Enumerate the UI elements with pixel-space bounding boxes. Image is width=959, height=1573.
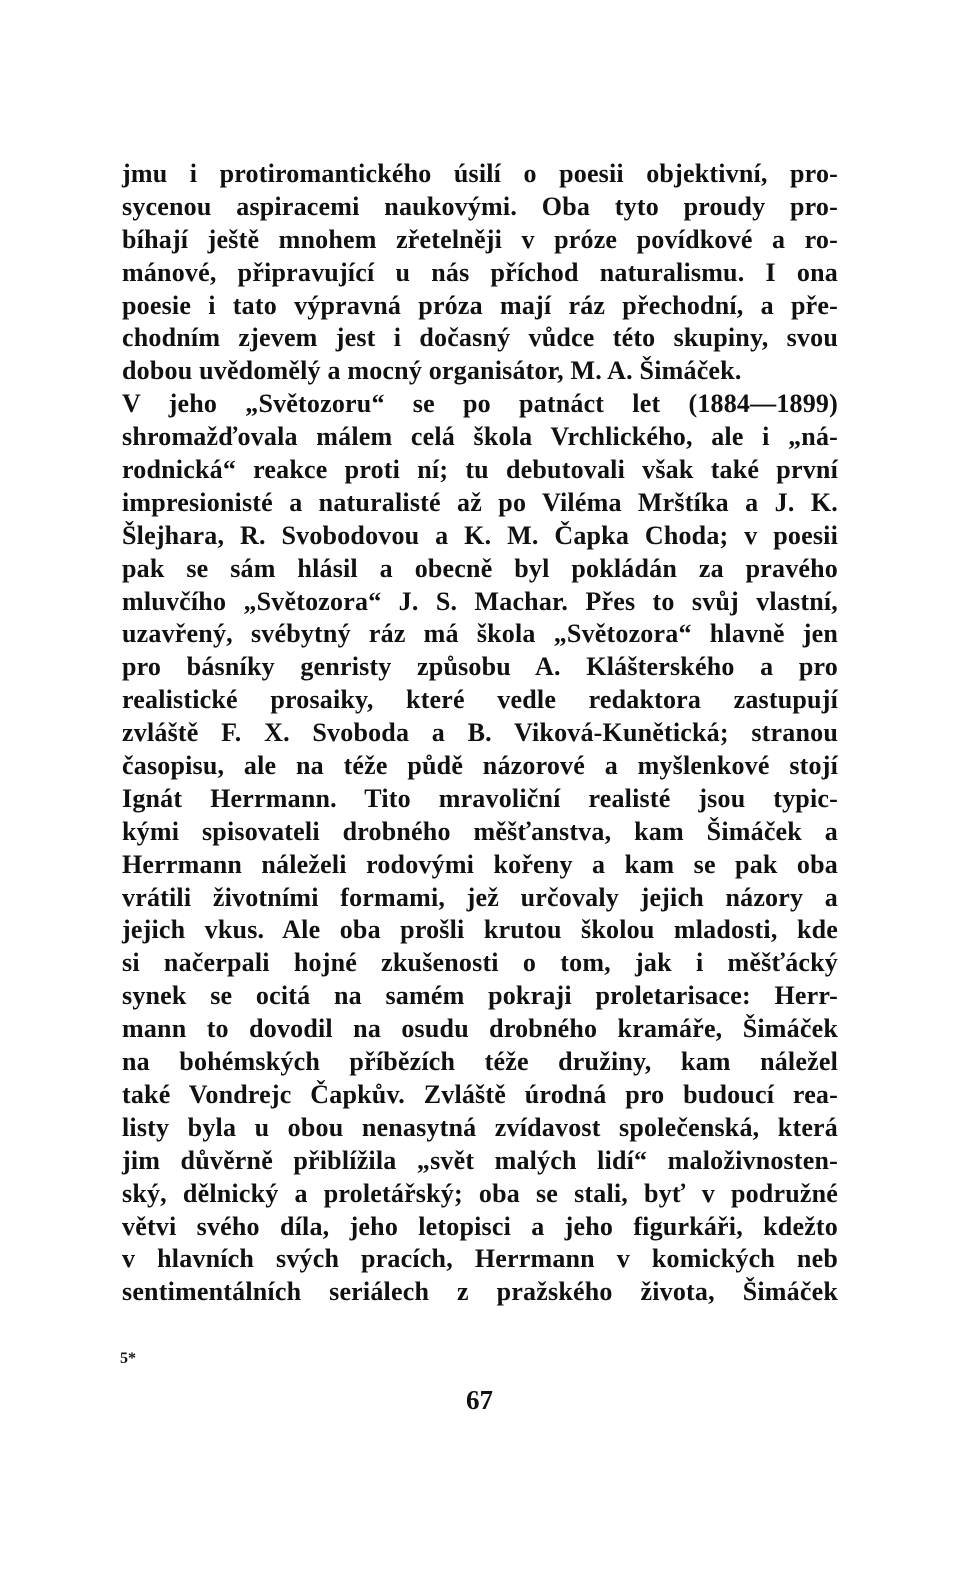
text-line: na bohémských příbězích téže družiny, kam náležel xyxy=(122,1047,838,1077)
text-line: impresionisté a naturalisté až po Viléma Mrštíka a J. K. xyxy=(122,487,838,517)
text-line: také Vondrejc Čapkův. Zvláště úrodná pro budoucí rea- xyxy=(122,1079,838,1109)
text-line: poesie i tato výpravná próza mají ráz přechodní, a pře- xyxy=(122,290,838,320)
text-line: Herrmann náleželi rodovými kořeny a kam se pak oba xyxy=(122,849,838,879)
text-line: realistické prosaiky, které vedle redaktora zastupují xyxy=(122,685,838,715)
text-line: v hlavních svých pracích, Herrmann v komických neb xyxy=(122,1244,838,1274)
text-line: si načerpali hojné zkušenosti o tom, jak i měšťácký xyxy=(122,948,838,978)
text-line: Ignát Herrmann. Tito mravoliční realisté jsou typic- xyxy=(122,783,838,813)
text-line: uzavřený, svébytný ráz má škola „Světozora“ hlavně jen xyxy=(122,619,838,649)
printer-signature-mark: 5* xyxy=(120,1350,136,1367)
text-line: chodním zjevem jest i dočasný vůdce této skupiny, svou xyxy=(122,323,838,353)
body-text xyxy=(122,158,838,1309)
text-line: pak se sám hlásil a obecně byl pokládán za pravého xyxy=(122,553,838,583)
text-line: dobou uvědomělý a mocný organisátor, M. A. Šimáček. xyxy=(122,356,742,386)
text-line: Šlejhara, R. Svobodovou a K. M. Čapka Choda; v poesii xyxy=(122,520,838,550)
text-line: větvi svého díla, jeho letopisci a jeho figurkáři, kdežto xyxy=(122,1211,838,1241)
text-line: sycenou aspiracemi naukovými. Oba tyto proudy pro- xyxy=(122,191,838,221)
text-line: zvláště F. X. Svoboda a B. Viková-Kunětická; stranou xyxy=(122,718,838,748)
text-line: rodnická“ reakce proti ní; tu debutovali však také první xyxy=(122,455,838,485)
text-line: jim důvěrně přiblížila „svět malých lidí“ maloživnosten- xyxy=(122,1145,838,1175)
text-line: V jeho „Světozoru“ se po patnáct let (1884—1899) xyxy=(122,389,838,419)
text-line: vrátili životními formami, jež určovaly jejich názory a xyxy=(122,882,838,912)
text-line: shromažďovala málem celá škola Vrchlického, ale i „ná- xyxy=(122,422,838,452)
text-line: jmu i protiromantického úsilí o poesii objektivní, pro- xyxy=(122,159,838,188)
text-line: jejich vkus. Ale oba prošli krutou školou mladosti, kde xyxy=(122,915,838,945)
text-line: listy byla u obou nenasytná zvídavost společenská, která xyxy=(122,1112,838,1142)
text-line: bíhají ještě mnohem zřetelněji v próze povídkové a ro- xyxy=(122,224,838,254)
text-line: pro básníky genristy způsobu A. Klášterského a pro xyxy=(122,652,838,682)
text-line: kými spisovateli drobného měšťanstva, kam Šimáček a xyxy=(122,816,838,846)
text-line: mann to dovodil na osudu drobného kramáře, Šimáček xyxy=(122,1014,838,1044)
text-line: mluvčího „Světozora“ J. S. Machar. Přes to svůj vlastní, xyxy=(122,586,838,616)
text-line: časopisu, ale na téže půdě názorové a myšlenkové stojí xyxy=(122,751,838,781)
text-line: sentimentálních seriálech z pražského života, Šimáček xyxy=(122,1277,838,1307)
text-line: ský, dělnický a proletářský; oba se stali, byť v podružné xyxy=(122,1178,838,1208)
text-line: mánové, připravující u nás příchod naturalismu. I ona xyxy=(122,257,838,287)
text-line: synek se ocitá na samém pokraji proletarisace: Herr- xyxy=(122,981,838,1011)
page-number: 67 xyxy=(466,1385,493,1415)
